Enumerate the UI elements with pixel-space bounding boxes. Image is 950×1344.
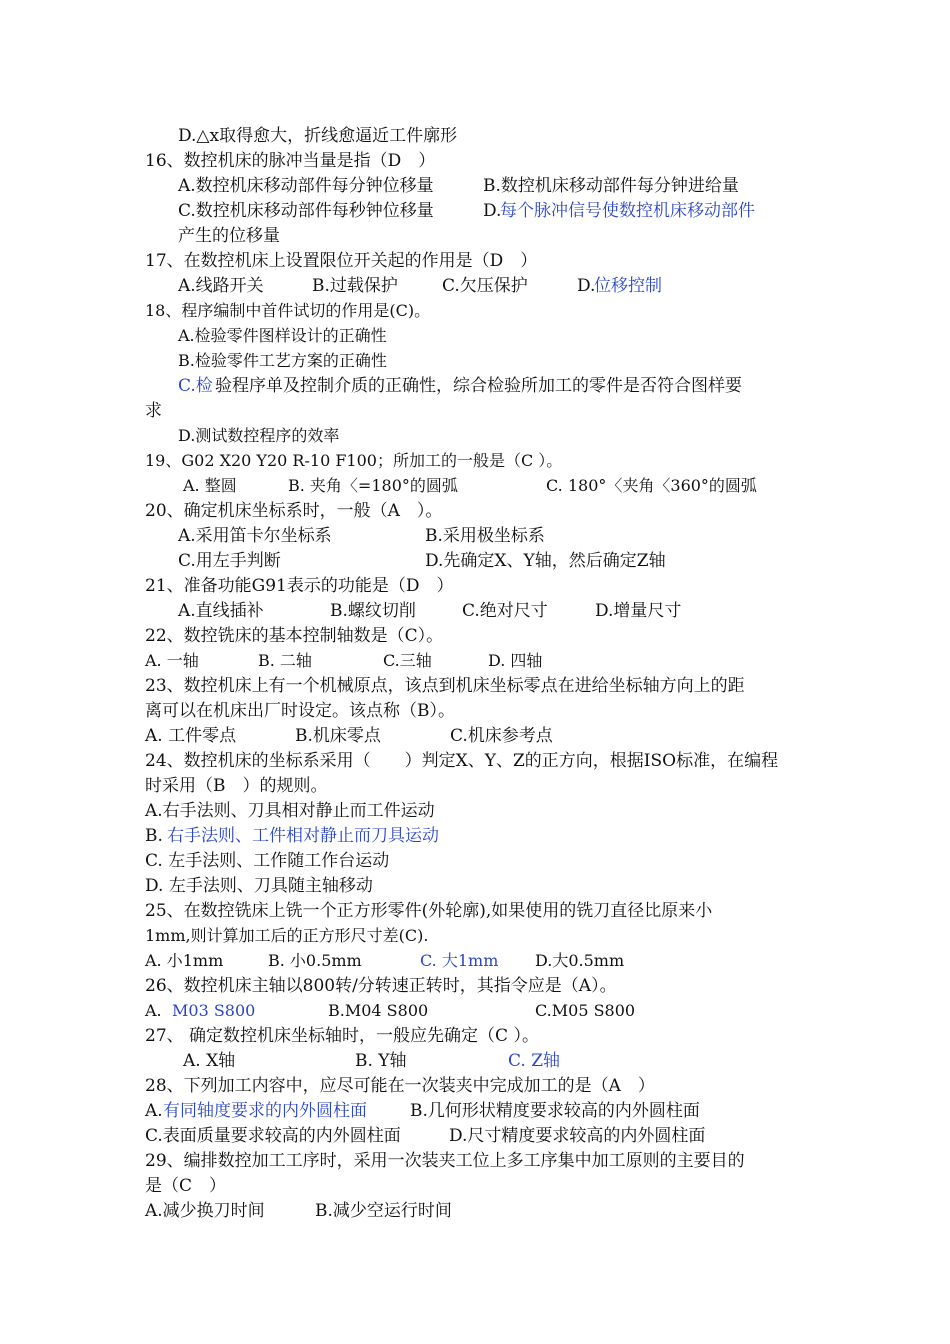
option-b: B.检验零件工艺方案的正确性 bbox=[178, 351, 387, 370]
option-b: B. Y轴 bbox=[355, 1051, 407, 1071]
option-d: D.大0.5mm bbox=[535, 951, 625, 970]
text-segment: 1mm,则计算加工后的正方形尺寸差(C). bbox=[145, 926, 429, 945]
option-d-answer: 位移控制 bbox=[594, 276, 662, 296]
question-text: 25、在数控铣床上铣一个正方形零件(外轮廓),如果使用的铣刀直径比原来小 bbox=[145, 901, 713, 921]
option-b: B.采用极坐标系 bbox=[425, 526, 545, 546]
question-text: 26、数控机床主轴以800转/分转速正转时，其指令应是（A）。 bbox=[145, 976, 617, 996]
option-d: D.测试数控程序的效率 bbox=[178, 426, 340, 445]
option-a: A.右手法则、刀具相对静止而工件运动 bbox=[145, 801, 435, 821]
option-a: A.减少换刀时间 bbox=[145, 1201, 265, 1221]
text-segment: 时采用（B ）的规则。 bbox=[145, 776, 328, 796]
question-text: 23、数控机床上有一个机械原点，该点到机床坐标零点在进给坐标轴方向上的距 bbox=[145, 676, 745, 696]
option-c: C.表面质量要求较高的内外圆柱面 bbox=[145, 1126, 401, 1146]
option-b-label: B. bbox=[145, 826, 163, 846]
question-text: 17、在数控机床上设置限位开关起的作用是（D ） bbox=[145, 251, 538, 271]
option-a-label: A. bbox=[145, 1001, 162, 1020]
option-b-answer: 右手法则、工件相对静止而刀具运动 bbox=[167, 826, 439, 846]
option-c: C.用左手判断 bbox=[178, 551, 281, 571]
option-a-label: A. bbox=[145, 1101, 163, 1121]
text-segment: 求 bbox=[145, 401, 162, 421]
question-text: 20、确定机床坐标系时，一般（A ）。 bbox=[145, 501, 443, 521]
option-c: C.数控机床移动部件每秒钟位移量 bbox=[178, 201, 434, 221]
option-a: A. 小1mm bbox=[145, 951, 224, 970]
option-d: D.增量尺寸 bbox=[595, 601, 682, 621]
question-text: 21、准备功能G91表示的功能是（D ） bbox=[145, 576, 454, 596]
option-a: A.线路开关 bbox=[178, 276, 264, 296]
option-b: B. 小0.5mm bbox=[268, 951, 362, 970]
option-d: D. 左手法则、刀具随主轴移动 bbox=[145, 876, 373, 896]
option-a: A. 整圆 bbox=[183, 476, 237, 495]
option-a-answer: 有同轴度要求的内外圆柱面 bbox=[163, 1101, 367, 1121]
option-b: B. 夹角〈=180°的圆弧 bbox=[288, 476, 458, 495]
option-b: B.机床零点 bbox=[295, 726, 381, 746]
option-a: A. 一轴 bbox=[145, 651, 199, 670]
option-b: B.螺纹切削 bbox=[330, 601, 416, 621]
option-c-answer: C. 大1mm bbox=[420, 951, 499, 970]
option-c-answer: C.检 bbox=[178, 376, 213, 396]
text-segment: 离可以在机床出厂时设定。该点称（B）。 bbox=[145, 701, 455, 721]
text-segment: 产生的位移量 bbox=[178, 226, 280, 246]
question-text: 28、下列加工内容中，应尽可能在一次装夹中完成加工的是（A ） bbox=[145, 1076, 655, 1096]
question-text: 16、数控机床的脉冲当量是指（D ） bbox=[145, 151, 436, 171]
option-c: C.绝对尺寸 bbox=[462, 601, 548, 621]
question-text: 27、 确定数控机床坐标轴时，一般应先确定（C ）。 bbox=[145, 1026, 539, 1046]
option-d-answer: 每个脉冲信号使数控机床移动部件 bbox=[500, 201, 755, 221]
option-a: A.检验零件图样设计的正确性 bbox=[178, 326, 387, 345]
option-b: B.过载保护 bbox=[312, 276, 398, 296]
option-b: B.减少空运行时间 bbox=[315, 1201, 452, 1221]
option-c: C.M05 S800 bbox=[535, 1001, 636, 1020]
option-c: C.机床参考点 bbox=[450, 726, 553, 746]
option-d: D.尺寸精度要求较高的内外圆柱面 bbox=[449, 1126, 706, 1146]
option-b: B.几何形状精度要求较高的内外圆柱面 bbox=[410, 1101, 700, 1121]
option-a-answer: M03 S800 bbox=[172, 1001, 256, 1020]
option-c: C. 180°〈夹角〈360°的圆弧 bbox=[546, 476, 757, 495]
option-a: A.数控机床移动部件每分钟位移量 bbox=[178, 176, 434, 196]
question-text: 22、数控铣床的基本控制轴数是（C）。 bbox=[145, 626, 444, 646]
option-c-text: 验程序单及控制介质的正确性，综合检验所加工的零件是否符合图样要 bbox=[215, 376, 742, 396]
option-a: A. 工件零点 bbox=[145, 726, 237, 746]
question-text: 24、数控机床的坐标系采用（ ）判定X、Y、Z的正方向，根据ISO标准，在编程 bbox=[145, 751, 779, 771]
option-b: B.数控机床移动部件每分钟进给量 bbox=[483, 176, 739, 196]
option-b: B.M04 S800 bbox=[328, 1001, 429, 1020]
question-text: 18、程序编制中首件试切的作用是(C)。 bbox=[145, 301, 431, 320]
question-text: 29、编排数控加工工序时，采用一次装夹工位上多工序集中加工原则的主要目的 bbox=[145, 1151, 745, 1171]
option-b: B. 二轴 bbox=[258, 651, 312, 670]
option-a: A.采用笛卡尔坐标系 bbox=[178, 526, 332, 546]
option-c-answer: C. Z轴 bbox=[508, 1051, 561, 1071]
text-segment: D.△x取得愈大，折线愈逼近工件廓形 bbox=[178, 126, 458, 146]
option-c: C.三轴 bbox=[383, 651, 432, 670]
option-c: C. 左手法则、工作随工作台运动 bbox=[145, 851, 390, 871]
option-d: D.先确定X、Y轴，然后确定Z轴 bbox=[425, 551, 666, 571]
option-d-label: D. bbox=[483, 201, 502, 221]
option-a: A.直线插补 bbox=[178, 601, 264, 621]
text-segment: 是（C ） bbox=[145, 1176, 227, 1196]
option-d: D. 四轴 bbox=[488, 651, 543, 670]
option-c: C.欠压保护 bbox=[442, 276, 528, 296]
question-text: 19、G02 X20 Y20 R-10 F100；所加工的一般是（C ）。 bbox=[145, 451, 563, 470]
option-a: A. X轴 bbox=[183, 1051, 236, 1071]
option-d-label: D. bbox=[577, 276, 596, 296]
